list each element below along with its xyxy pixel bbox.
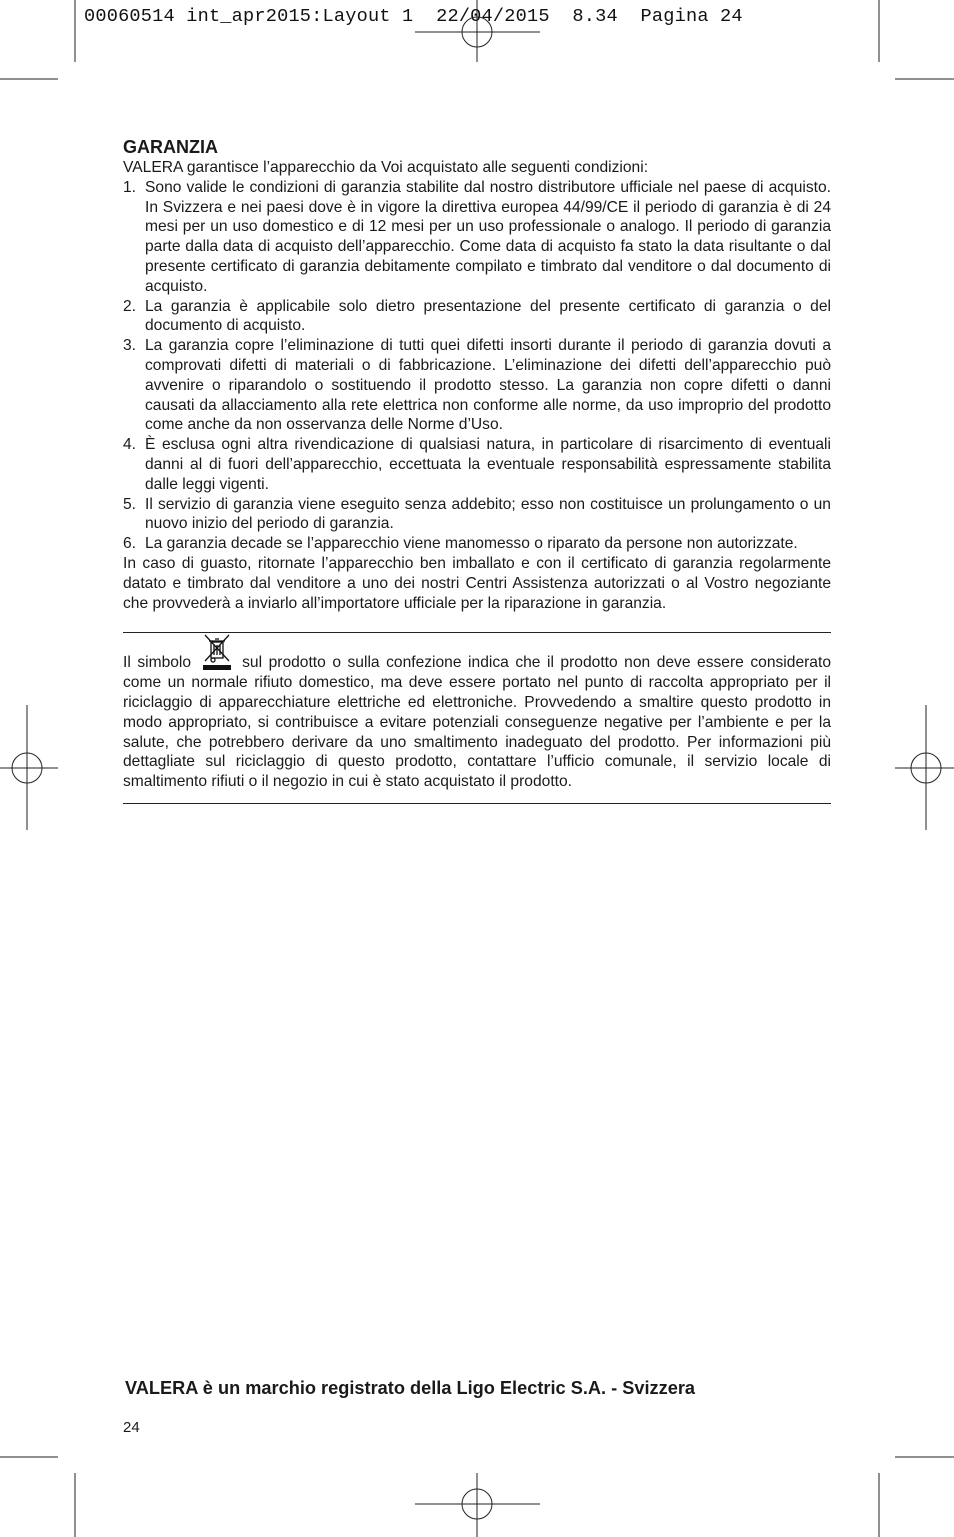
warranty-intro: VALERA garantisce l’apparecchio da Voi acquistato alle seguenti condizioni:	[123, 159, 649, 176]
list-item: 3. La garanzia copre l’eliminazione di tutti quei difetti insorti durante il periodo di garanzia dovuti a comprovati difetti di materiali o di fabbricazione. L’eliminazione dei difetti dell’apparecchio può avvenire o riparandolo o sostituendo il prodotto stesso. La garanzia non copre difetti o danni causati da allacciamento alla rete elettrica non conforme alle norme, da uso improprio del prodotto come anche da non osservanza delle Norme d’Uso.	[123, 337, 831, 434]
warranty-conditions-list	[123, 178, 831, 554]
brand-trademark-line: VALERA è un marchio registrato della Ligo Electric S.A. - Svizzera	[125, 1378, 696, 1398]
disposal-notice: Il simbolo sul prodotto o sulla confezione indica che il prodotto non deve essere considerato come un normale rifiuto domestico, ma deve essere portato nel punto di raccolta appropriato per il riciclaggio di apparecchiature elettriche ed elettroniche. Provvedendo a smaltire questo prodotto in modo appropriato, si contribuisce a evitare potenziali conseguenze negative per l’ambiente e per la salute, che potrebbero derivare da uno smaltimento inadeguato del prodotto. Per informazioni più dettagliate sul riciclaggio di questo prodotto, contattare l’ufficio comunale, il servizio locale di smaltimento rifiuti o il negozio in cui è stato acquistato il prodotto.	[123, 633, 831, 792]
list-item: 2. La garanzia è applicabile solo dietro presentazione del presente certificato di garanzia o del documento di acquisto.	[123, 297, 831, 335]
divider	[123, 803, 831, 804]
list-item: 4. È esclusa ogni altra rivendicazione di qualsiasi natura, in particolare di risarcimento di eventuali danni al di fuori dell’apparecchio, eccettuata la eventuale responsabilità espressamente stabilita dalle leggi vigenti.	[123, 436, 831, 493]
warranty-title: GARANZIA	[123, 137, 218, 157]
warranty-closing: In caso di guasto, ritornate l’apparecchio ben imballato e con il certificato di garanzia regolarmente datato e timbrato dal venditore a uno dei nostri Centri Assistenza autorizzati o al Vostro negoziante che provvederà a inviarlo all’importatore ufficiale per la riparazione in garanzia.	[123, 554, 831, 612]
print-slug: 00060514 int_apr2015:Layout 1 22/04/2015 8.34 Pagina 24	[84, 6, 743, 27]
document-body	[123, 136, 831, 804]
list-item: 1. Sono valide le condizioni di garanzia stabilite dal nostro distributore ufficiale nel paese di acquisto. In Svizzera e nei paesi dove è in vigore la direttiva europea 44/99/CE il periodo di garanzia è di 24 mesi per un uso domestico e di 12 mesi per un uso professionale o analogo. Il periodo di garanzia parte dalla data di acquisto dell’apparecchio. Come data di acquisto fa stato la data risultante o dal presente certificato di garanzia debitamente compilato e timbrato dal venditore o dal documento di acquisto.	[123, 178, 831, 295]
page-number: 24	[123, 1419, 140, 1436]
list-item: 5. Il servizio di garanzia viene eseguito senza addebito; esso non costituisce un prolungamento o un nuovo inizio del periodo di garanzia.	[123, 495, 831, 533]
crossed-out-wheelie-bin-icon	[200, 633, 234, 671]
list-item: 6. La garanzia decade se l’apparecchio viene manomesso o riparato da persone non autorizzate.	[123, 535, 798, 553]
